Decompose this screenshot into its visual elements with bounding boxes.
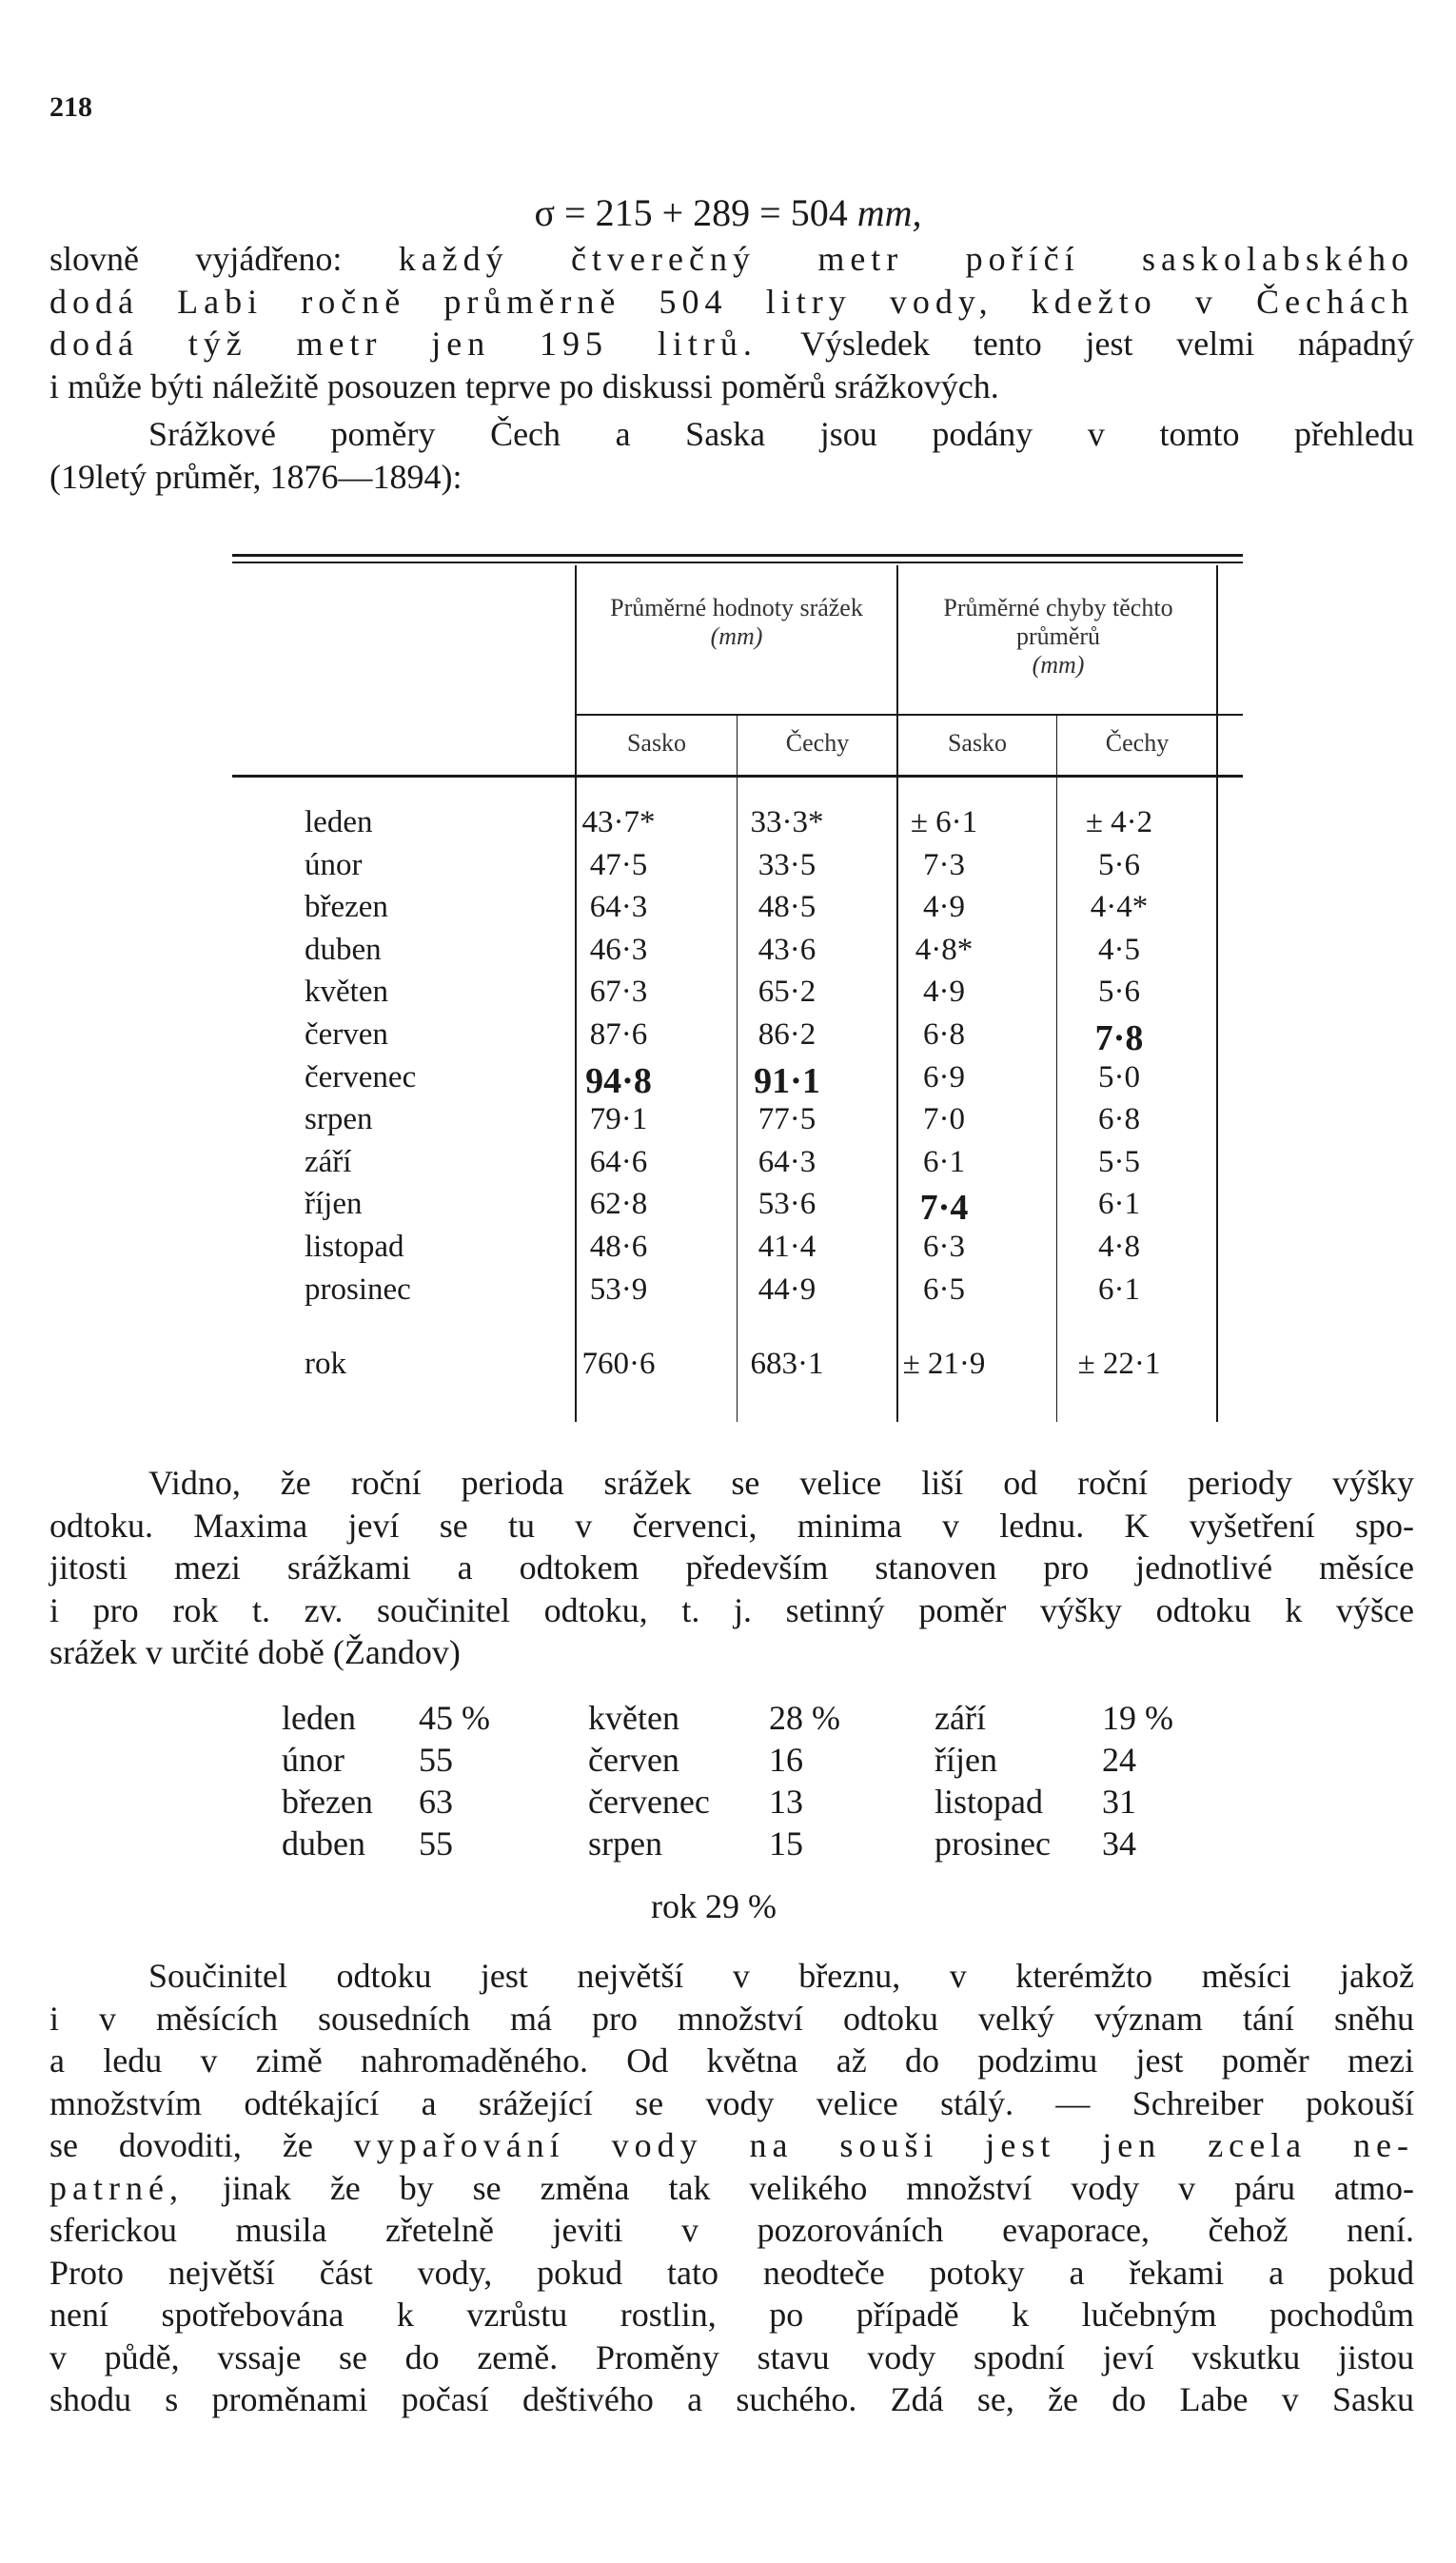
coef-month: červen (588, 1741, 679, 1779)
header-precipitation (584, 594, 889, 651)
text-line (49, 323, 1414, 365)
value-cell: 48·5 (758, 890, 817, 925)
paragraph-intro (49, 238, 1414, 407)
table-row (232, 805, 1243, 847)
subheader-sasko: Sasko (947, 729, 1008, 757)
text-line: odtoku. Maxima jeví se tu v červenci, minima v lednu. K vyšetření spo- (49, 1506, 1414, 1545)
value-cell: 46·3 (589, 932, 648, 967)
value-cell: ± 6·1 (910, 805, 978, 839)
header-label: Průměrné hodnoty srážek (610, 594, 863, 621)
month-cell: červenec (305, 1059, 417, 1094)
table-top-rule (232, 554, 1243, 557)
text-line (49, 238, 1414, 281)
coef-value: 24 (1102, 1741, 1136, 1779)
value-cell: 6·1 (1098, 1272, 1140, 1307)
value-cell: 91·1 (754, 1060, 820, 1101)
coef-month: listopad (935, 1783, 1043, 1821)
table-row (232, 1017, 1243, 1059)
month-cell: březen (305, 890, 388, 925)
value-cell: 41·4 (758, 1230, 817, 1264)
value-cell: 683·1 (750, 1347, 824, 1382)
text-line: není spotřebována k vzrůstu rostlin, po případě k lučebným pochodům (49, 2296, 1414, 2334)
coef-month: květen (588, 1699, 679, 1737)
header-errors (906, 594, 1210, 680)
value-cell: 5·0 (1098, 1059, 1140, 1094)
value-cell: 6·5 (923, 1272, 965, 1307)
text-line (49, 365, 1414, 408)
header-bottom-rule (232, 775, 1243, 778)
value-cell: ± 21·9 (902, 1347, 986, 1382)
coef-value: 63 (419, 1783, 453, 1821)
value-cell: 65·2 (758, 975, 817, 1010)
value-cell: 64·6 (589, 1144, 648, 1179)
sigma-formula (0, 190, 1456, 235)
value-cell: 6·9 (923, 1059, 965, 1094)
month-cell: duben (305, 932, 382, 967)
value-cell: 47·5 (589, 847, 648, 882)
text-line: v půdě, vssaje se do země. Proměny stavu vody spodní jeví vskutku jistou (49, 2337, 1414, 2376)
formula-unit: mm, (856, 191, 922, 234)
coef-month: říjen (935, 1741, 997, 1779)
value-cell: 7·8 (1094, 1018, 1144, 1058)
value-cell: 4·8* (915, 932, 974, 967)
coef-value: 13 (769, 1783, 803, 1821)
month-cell: prosinec (305, 1272, 411, 1307)
coef-month: červenec (588, 1783, 710, 1821)
coef-value: 55 (419, 1824, 453, 1863)
text-span: i může býti náležitě posouzen teprve po diskussi poměrů srážkových. (49, 366, 999, 405)
table-row (232, 890, 1243, 932)
paragraph-runoff (49, 1462, 1414, 1674)
value-cell: 64·3 (589, 890, 648, 925)
text-line: i pro rok t. zv. součinitel odtoku, t. j. setinný poměr výšky odtoku k výšce (49, 1590, 1414, 1629)
paragraph-conclusion (49, 1955, 1414, 2421)
text-span: se dovoditi, že (49, 2126, 354, 2164)
value-cell: 6·8 (1098, 1102, 1140, 1137)
value-cell: 5·6 (1098, 975, 1140, 1010)
value-cell: 7·3 (923, 847, 965, 882)
value-cell: 64·3 (758, 1144, 817, 1179)
month-cell: červen (305, 1017, 388, 1052)
table-row (232, 1230, 1243, 1272)
coef-value: 55 (419, 1741, 453, 1779)
text-line (49, 281, 1414, 324)
value-cell: 5·6 (1098, 847, 1140, 882)
emphasis-span: vypařování vody na souši jest jen zcela ne- (353, 2126, 1415, 2164)
value-cell: 53·9 (589, 1272, 648, 1307)
emphasis-span: dodá týž metr jen 195 litrů. (49, 325, 758, 363)
table-row (232, 933, 1243, 975)
value-cell: 79·1 (589, 1102, 648, 1137)
text-line: i v měsících sousedních má pro množství odtoku velký význam tání sněhu (49, 1999, 1414, 2038)
table-row (232, 1272, 1243, 1314)
text-line (49, 2167, 1414, 2210)
text-span: slovně vyjádřeno: (49, 240, 399, 278)
value-cell: 62·8 (589, 1187, 648, 1222)
value-cell: 4·4* (1090, 890, 1149, 925)
month-cell: leden (305, 805, 373, 839)
text-line: shodu s proměnami počasí deštivého a suchého. Zdá se, že do Labe v Sasku (49, 2380, 1414, 2418)
coef-month: září (935, 1699, 986, 1737)
value-cell: 33·3* (750, 805, 824, 839)
text-line: srážek v určité době (Žandov) (49, 1633, 461, 1671)
table-row (232, 1187, 1243, 1229)
subheader-sasko: Sasko (626, 729, 687, 757)
table-row (232, 848, 1243, 890)
value-cell: 48·6 (589, 1230, 648, 1264)
value-cell: 6·3 (923, 1230, 965, 1264)
value-cell: 67·3 (589, 975, 648, 1010)
text-span: jinak že by se změna tak velikého množství vody v páru atmo- (183, 2168, 1414, 2207)
value-cell: 94·8 (585, 1060, 652, 1101)
value-cell: 87·6 (589, 1017, 648, 1052)
month-cell: září (305, 1144, 352, 1179)
value-cell: 7·0 (923, 1102, 965, 1137)
coef-value: 19 % (1102, 1699, 1173, 1737)
month-cell: říjen (305, 1187, 363, 1222)
month-cell: listopad (305, 1230, 404, 1264)
annual-coefficient: rok 29 % (651, 1887, 777, 1925)
value-cell: 6·1 (923, 1144, 965, 1179)
coef-month: srpen (588, 1824, 662, 1863)
value-cell: 44·9 (758, 1272, 817, 1307)
month-cell: rok (305, 1347, 346, 1382)
value-cell: 53·6 (758, 1187, 817, 1222)
coef-month: prosinec (935, 1824, 1051, 1863)
value-cell: 4·8 (1098, 1230, 1140, 1264)
runoff-coefficient-list (0, 1698, 1456, 1926)
coef-value: 31 (1102, 1783, 1136, 1821)
text-line: Vidno, že roční perioda srážek se velice liší od roční periody výšky (148, 1464, 1414, 1502)
emphasis-span: každý čtverečný metr poříčí saskolabského (398, 240, 1414, 278)
text-line: množstvím odtékající a srážející se vody velice stálý. — Schreiber pokouší (49, 2083, 1414, 2122)
coef-value: 34 (1102, 1824, 1136, 1863)
month-cell: únor (305, 847, 363, 882)
header-unit: (mm) (1032, 651, 1085, 679)
text-line (49, 2124, 1414, 2167)
header-unit: (mm) (710, 622, 763, 650)
value-cell: 43·6 (758, 932, 817, 967)
value-cell: 6·8 (923, 1017, 965, 1052)
value-cell: 77·5 (758, 1102, 817, 1137)
value-cell: ± 22·1 (1077, 1347, 1161, 1382)
precipitation-table (232, 554, 1243, 1422)
value-cell: 760·6 (581, 1347, 656, 1382)
table-top-rule-2 (232, 562, 1243, 563)
subheader-cechy: Čechy (785, 729, 850, 757)
value-cell: 7·4 (919, 1188, 969, 1229)
coef-month: březen (282, 1783, 373, 1821)
text-span: Výsledek tento jest velmi nápadný (757, 325, 1415, 363)
emphasis-span: dodá Labi ročně průměrně 504 litry vody, kdežto v Čechách (49, 282, 1414, 321)
value-cell: 33·5 (758, 847, 817, 882)
table-row (232, 975, 1243, 1016)
text-line: Srážkové poměry Čech a Saska jsou podány v tomto přehledu (148, 415, 1414, 453)
value-cell: 86·2 (758, 1017, 817, 1052)
value-cell: 43·7* (581, 805, 656, 839)
text-line: (19letý průměr, 1876—1894): (49, 457, 462, 496)
coef-month: duben (282, 1824, 365, 1863)
text-line: sferickou musila zřetelně jeviti v pozorováních evaporace, čehož není. (49, 2211, 1414, 2249)
coef-month: leden (282, 1699, 356, 1737)
text-line: a ledu v zimě nahromaděného. Od května až do podzimu jest poměr mezi (49, 2041, 1414, 2080)
value-cell: 5·5 (1098, 1144, 1140, 1179)
value-cell: ± 4·2 (1085, 805, 1153, 839)
table-total-row (232, 1347, 1243, 1389)
emphasis-span: patrné, (49, 2168, 184, 2207)
header-divider (577, 714, 1243, 716)
table-row (232, 1060, 1243, 1102)
value-cell: 4·9 (923, 975, 965, 1010)
text-line: Součinitel odtoku jest největší v březnu, v kterémžto měsíci jakož (148, 1957, 1414, 1995)
coef-value: 45 % (419, 1699, 490, 1737)
month-cell: srpen (305, 1102, 373, 1137)
table-row (232, 1145, 1243, 1187)
header-label: Průměrné chyby těchto průměrů (943, 594, 1173, 650)
text-line: Proto největší část vody, pokud tato neodteče potoky a řekami a pokud (49, 2253, 1414, 2292)
subheader-cechy: Čechy (1105, 729, 1170, 757)
formula-text: σ = 215 + 289 = 504 (534, 191, 848, 234)
coef-value: 16 (769, 1741, 803, 1779)
value-cell: 4·5 (1098, 932, 1140, 967)
coef-value: 15 (769, 1824, 803, 1863)
text-line: jitosti mezi srážkami a odtokem především stanoven pro jednotlivé měsíce (49, 1548, 1414, 1587)
value-cell: 4·9 (923, 890, 965, 925)
page-number: 218 (49, 91, 92, 123)
table-row (232, 1102, 1243, 1144)
paragraph-table-intro (49, 413, 1414, 498)
month-cell: květen (305, 975, 388, 1010)
coef-month: únor (282, 1741, 344, 1779)
coef-value: 28 % (769, 1699, 840, 1737)
value-cell: 6·1 (1098, 1187, 1140, 1222)
